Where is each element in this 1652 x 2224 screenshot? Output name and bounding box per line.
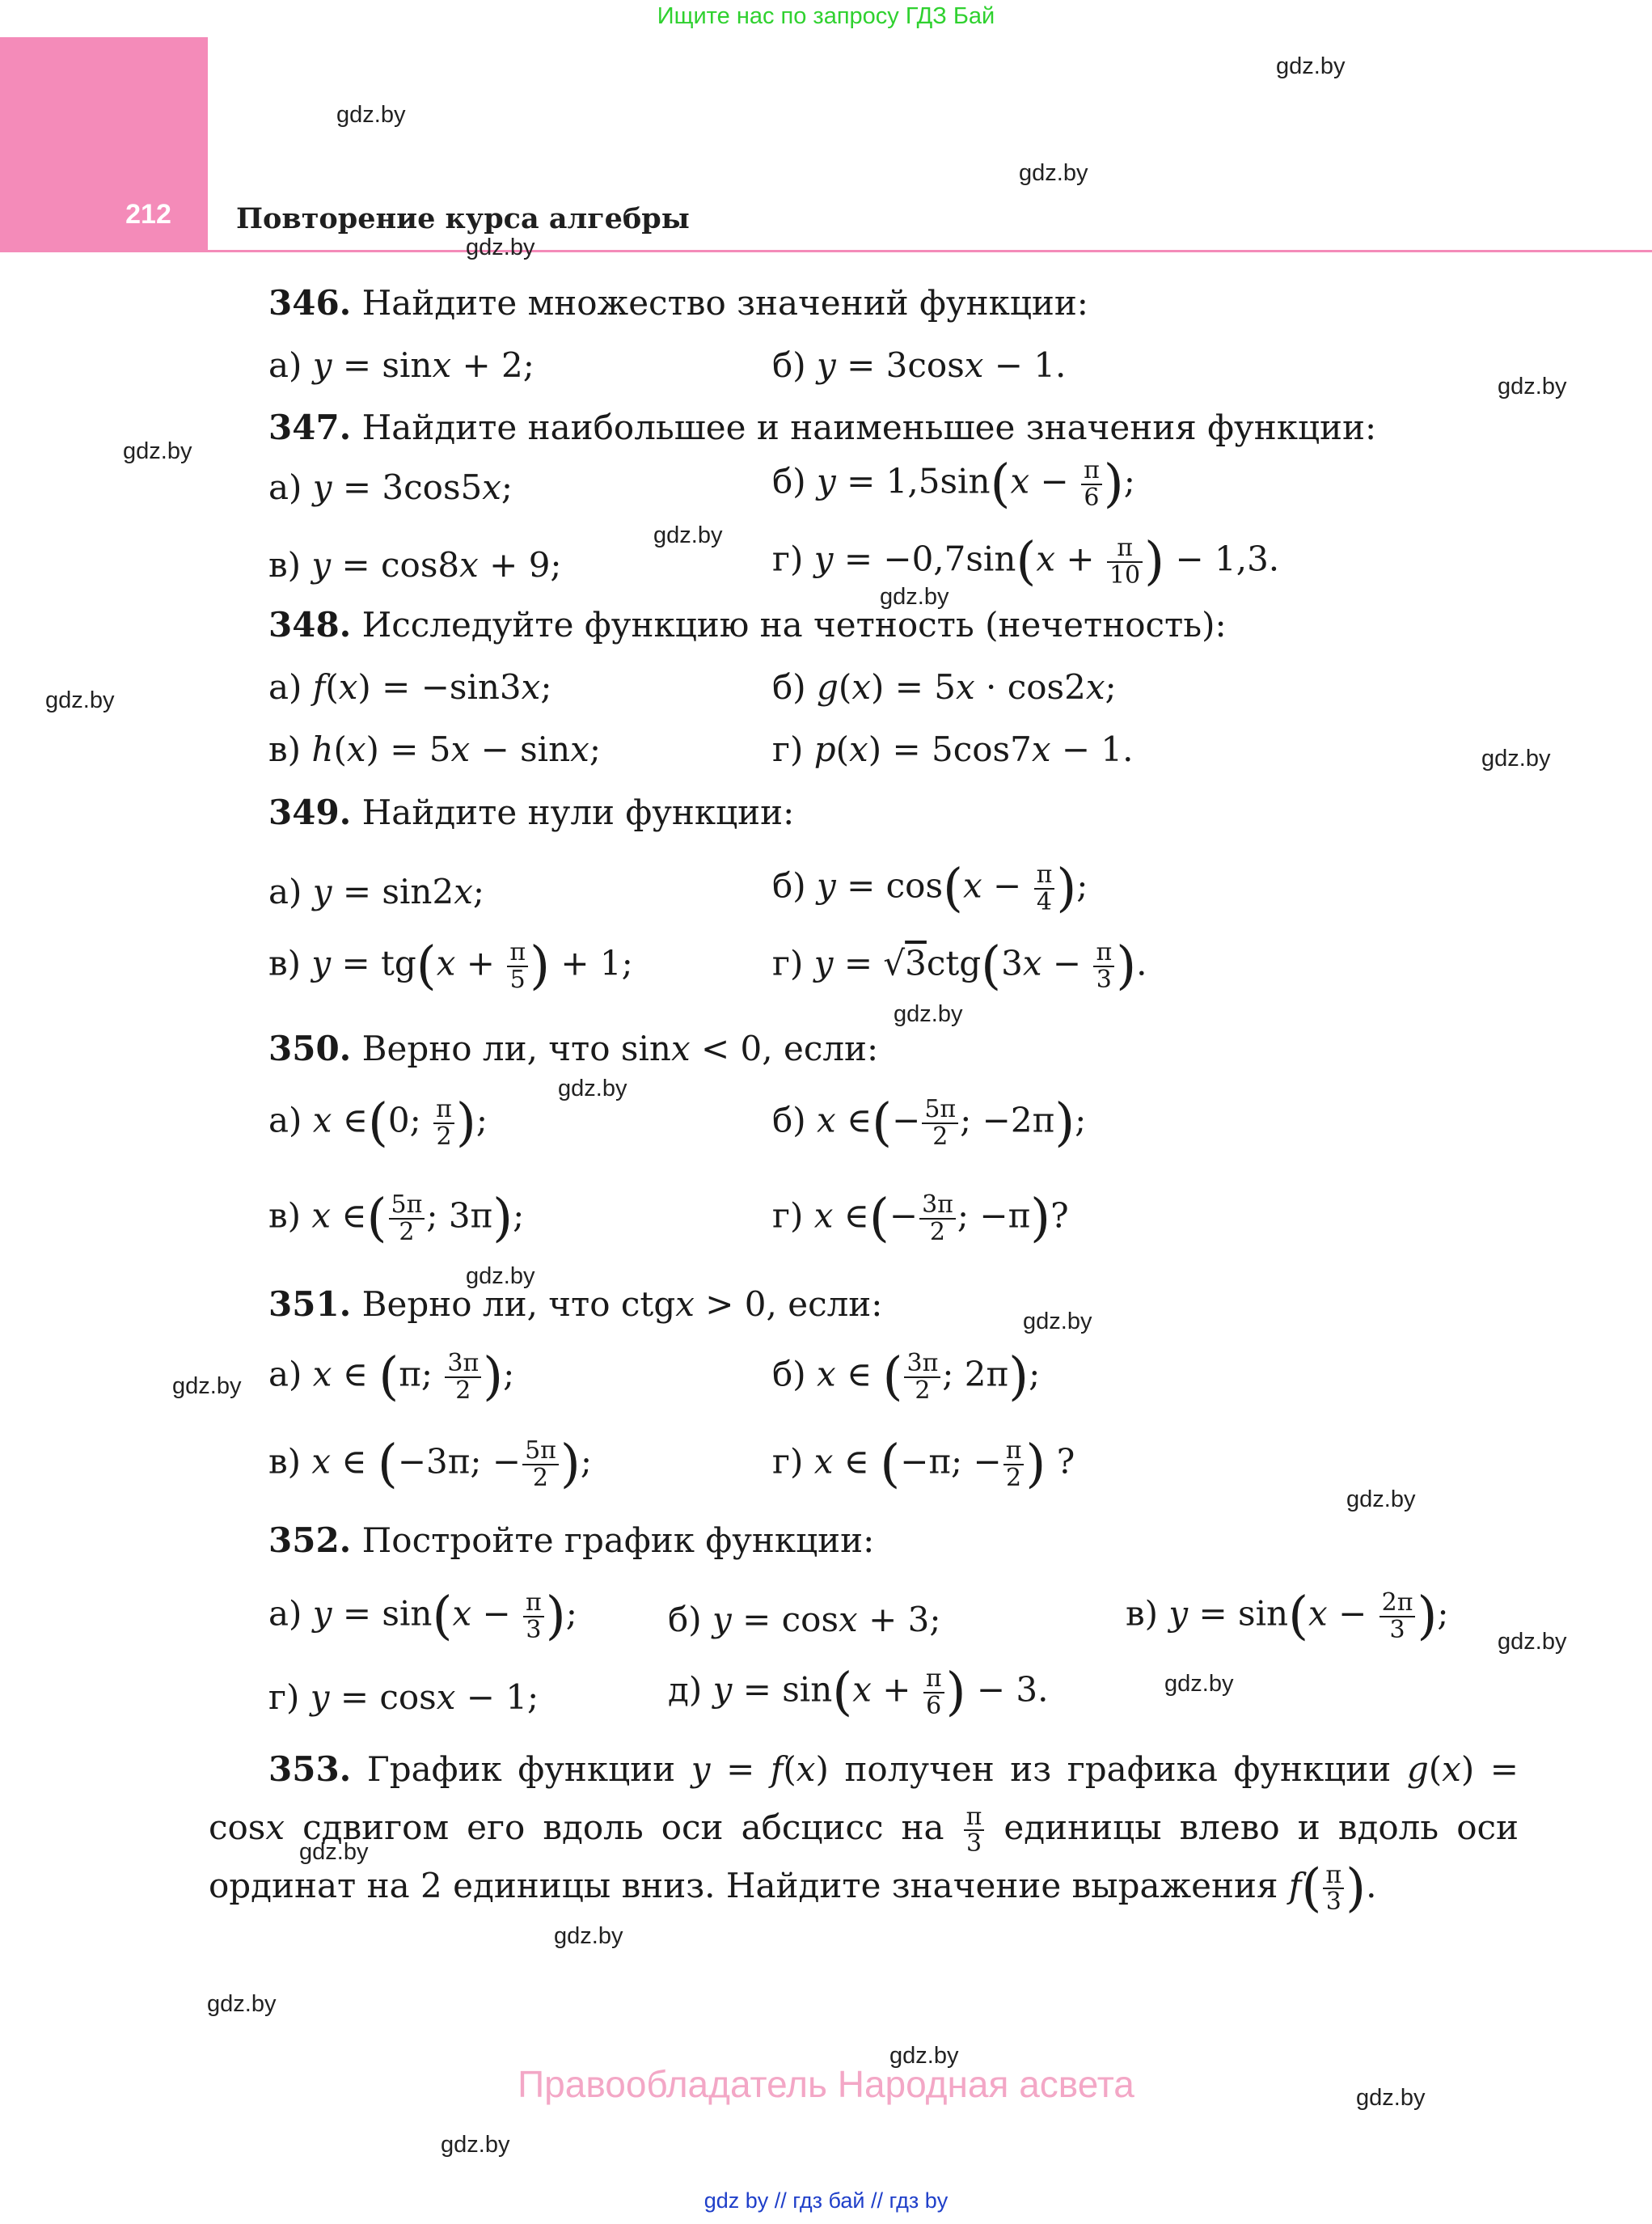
watermark: gdz.by	[1276, 53, 1346, 79]
watermark: gdz.by	[466, 1263, 535, 1289]
exercise-348-b: б) g(x) = 5x · cos2x;	[772, 667, 1117, 707]
exercise-347-g: г) y = −0,7sin(x + $\frac{\pi}{10}$ ) − 1,3.	[772, 531, 1280, 592]
exercise-352-b: б) y = cosx + 3;	[668, 1600, 941, 1639]
watermark: gdz.by	[1023, 1309, 1092, 1334]
watermark: gdz.by	[1356, 2085, 1426, 2111]
exercise-352-title: 352. Постройте график функции:	[268, 1520, 875, 1560]
watermark: gdz.by	[889, 2043, 959, 2069]
watermark: gdz.by	[45, 687, 115, 713]
watermark: gdz.by	[172, 1373, 242, 1399]
copyright-footer: Правообладатель Народная асвета	[518, 2063, 1134, 2105]
watermark: gdz.by	[1346, 1486, 1416, 1512]
watermark: gdz.by	[123, 438, 192, 464]
watermark: gdz.by	[880, 584, 949, 610]
watermark: gdz.by	[207, 1991, 277, 2017]
header-rule	[208, 250, 1652, 252]
exercise-350-v: в) x ∈( $\frac{5\pi}{2}$ ; 3π);	[268, 1188, 525, 1249]
exercise-347-title: 347. Найдите наибольшее и наименьшее значения функции:	[268, 408, 1377, 447]
exercise-350-title: 350. Верно ли, что sinx < 0, если:	[268, 1029, 879, 1068]
watermark: gdz.by	[1019, 160, 1088, 186]
watermark: gdz.by	[299, 1839, 369, 1865]
exercise-352-g: г) y = cosx − 1;	[268, 1677, 539, 1717]
watermark: gdz.by	[1481, 746, 1551, 772]
watermark: gdz.by	[441, 2132, 510, 2158]
exercise-346-a: а) y = sinx + 2;	[268, 345, 534, 385]
watermark: gdz.by	[558, 1076, 627, 1101]
exercise-350-g: г) x ∈(− $\frac{3\pi}{2}$ ; −π)?	[772, 1188, 1069, 1249]
exercise-351-g: г) x ∈ (−π; − $\frac{\pi}{2}$ ) ?	[772, 1434, 1075, 1495]
exercise-347-v: в) y = cos8x + 9;	[268, 545, 562, 585]
exercise-348-title: 348. Исследуйте функцию на четность (нечетность):	[268, 605, 1227, 645]
watermark: gdz.by	[1164, 1671, 1234, 1697]
exercise-353-text: 353. График функции y = f(x) получен из графика функции g(x) = cosx сдвигом его вдоль оси абсцисс на $\frac{\pi}{3}$ единицы влево и вдоль оси ординат на 2 единицы вниз. Найдите значение выражения f( $\frac{\pi}{3}$ ).	[209, 1749, 1519, 1918]
exercise-349-a: а) y = sin2x;	[268, 872, 485, 911]
exercise-346-title: 346. Найдите множество значений функции:	[268, 283, 1088, 323]
exercise-350-a: а) x ∈(0; $\frac{\pi}{2}$ );	[268, 1093, 488, 1153]
watermark: gdz.by	[653, 522, 723, 548]
page-number: 212	[125, 199, 171, 230]
bottom-links[interactable]: gdz by // гдз бай // гдз by	[703, 2188, 949, 2213]
exercise-348-a: а) f(x) = −sin3x;	[268, 667, 552, 707]
watermark: gdz.by	[1498, 374, 1567, 400]
watermark: gdz.by	[554, 1923, 623, 1949]
exercise-349-b: б) y = cos(x − $\frac{\pi}{4}$ );	[772, 858, 1088, 919]
watermark: gdz.by	[336, 102, 406, 128]
exercise-351-v: в) x ∈ (−3π; − $\frac{5\pi}{2}$ );	[268, 1434, 592, 1495]
exercise-352-d: д) y = sin(x + $\frac{\pi}{6}$ ) − 3.	[668, 1662, 1049, 1723]
exercise-348-g: г) p(x) = 5cos7x − 1.	[772, 729, 1134, 769]
top-search-banner: Ищите нас по запросу ГДЗ Бай	[657, 3, 995, 29]
exercise-349-v: в) y = tg(x + $\frac{\pi}{5}$ ) + 1;	[268, 936, 633, 996]
watermark: gdz.by	[894, 1001, 963, 1027]
running-head: Повторение курса алгебры	[236, 202, 690, 235]
exercise-349-g: г) y = √3ctg(3x − $\frac{\pi}{3}$ ).	[772, 936, 1147, 996]
exercise-351-b: б) x ∈ ( $\frac{3\pi}{2}$ ; 2π);	[772, 1347, 1041, 1407]
exercise-352-a: а) y = sin(x − $\frac{\pi}{3}$ );	[268, 1586, 577, 1647]
watermark: gdz.by	[466, 235, 535, 260]
exercise-351-title: 351. Верно ли, что ctgx > 0, если:	[268, 1284, 883, 1324]
exercise-349-title: 349. Найдите нули функции:	[268, 793, 795, 832]
watermark: gdz.by	[1498, 1629, 1567, 1655]
exercise-352-v: в) y = sin(x − $\frac{2\pi}{3}$ );	[1126, 1586, 1449, 1647]
exercise-351-a: а) x ∈ (π; $\frac{3\pi}{2}$ );	[268, 1347, 515, 1407]
exercise-347-a: а) y = 3cos5x;	[268, 467, 513, 507]
exercise-346-b: б) y = 3cosx − 1.	[772, 345, 1067, 385]
exercise-350-b: б) x ∈(− $\frac{5\pi}{2}$ ; −2π);	[772, 1093, 1087, 1153]
exercise-347-b: б) y = 1,5sin(x − $\frac{\pi}{6}$ );	[772, 454, 1135, 514]
exercise-348-v: в) h(x) = 5x − sinx;	[268, 729, 601, 769]
